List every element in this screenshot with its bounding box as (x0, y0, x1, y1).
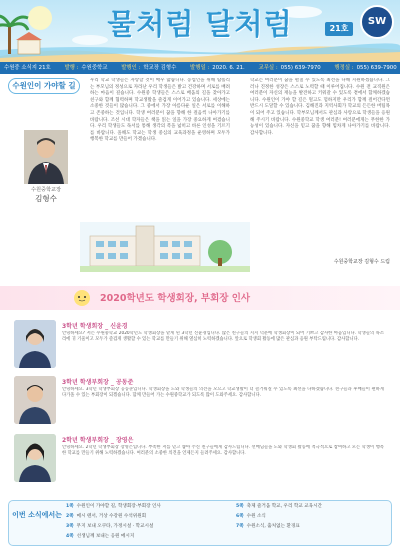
council-heading: 2020학년도 학생회장, 부회장 인사 (100, 293, 251, 304)
info-item: 교무실 : 055) 639-7970 (258, 65, 321, 71)
contents-item[interactable]: 4쪽 선생님께 보내는 응원 메시지 (66, 534, 135, 539)
student-message: 안녕하세요. 2학년 학생부회장 장영은입니다. 부족한 저를 믿고 뽑아 주신 친구들에게 감사드립니다. 선배님들을 도와 학생회 활동에 적극적으로 참여하고 모든 학생이 행복한 학교를 만들기 위해 노력하겠습니다. 여러분의 소중한 의견을 언제든지 들려주세요. 감사합니다. (62, 445, 384, 457)
info-item: 발행인 : 학교장 김형수 (121, 65, 177, 71)
contents-item[interactable]: 3쪽 무지 보내 오쿠타, 가정시설 · 학교시설 (66, 524, 154, 529)
student-photo (14, 320, 56, 368)
info-item: 발행일 : 2020. 6. 21. (190, 65, 245, 71)
school-emblem: SW (360, 5, 394, 39)
principal-message-col1: 우리 학교 학생들은 자랑할 것이 매우 많습니다. 농업인을 위해 땀흘리는 부모님의 정성으로 자라난 우리 학생들은 밝고 건강하며 서로를 배려하는 마음이 깊습니다. 수원중 학생들은 스스로 배움의 길을 찾아가고 친구와 함께 협력하며 학교생활을 즐겁게 이어가고 있습니다. 세상에는 소중한 것들이 많습니다. 그 중에서 가장 아름다운 일은 서로를 이해하고 존중하는 것입니다. 학생 여러분이 꿈을 향해 한 걸음씩 나아가기를 바랍니다. 조선 시대 학자들은 책을 읽는 일을 가장 중요하게 여겼습니다. 우리 학생들도 독서를 통해 생각의 폭을 넓히고 바른 인성을 기르기를 바랍니다. 올해도 학교는 학생 중심의 교육과정을 운영하며 모두가 행복한 학교를 만들어 가겠습니다. (90, 78, 230, 143)
principal-caption: 수원중학교장 (30, 187, 62, 193)
info-item: 수원중 소식지 21호 (4, 65, 51, 71)
student-role: 3학년 학생부회장 _ 공동준 (62, 379, 134, 386)
contents-item[interactable]: 6쪽 수원 소식 (236, 514, 266, 519)
student-photo (14, 434, 56, 482)
student-message: 안녕하세요? 저는 수원중학교 2020학년도 학생회장을 맡게 된 3학년 신윤경입니다. 많은 친구들의 지지 덕분에 학생회장이 되어 기쁘고 감사한 마음입니다. 학생들의 목소리에 귀 기울이고 모두가 즐겁게 생활할 수 있는 학교를 만들기 위해 열심히 노력하겠습니다. 앞으로 학생회 활동에 많은 관심과 응원 부탁드립니다. 감사합니다. (62, 331, 384, 343)
student-message: 안녕하세요. 3학년 학생부회장 공동준입니다. 학생회장을 도와 학생들의 의견을 모으고 학교생활이 더 즐거워질 수 있도록 최선을 다하겠습니다. 친구들과 후배들이 편하게 다가올 수 있는 부회장이 되겠습니다. 함께 만들어 가는 수원중학교가 되도록 많이 도와주세요. 감사합니다. (62, 387, 384, 399)
contents-title: 이번 소식에서는 (12, 511, 62, 519)
contents-item[interactable]: 7쪽 수원소식, 출처없는 환경표 (236, 524, 300, 529)
masthead-title: 물처럼 달처럼 (107, 7, 293, 41)
school-illustration (80, 222, 250, 272)
student-photo (14, 376, 56, 424)
student-role: 3학년 학생회장 _ 신윤경 (62, 323, 128, 330)
principal-message-col2: 학교는 여러분이 꿈을 펼칠 수 있도록 최선을 다해 지원하겠습니다. 그러나 진정한 성장은 스스로 노력할 때 이루어집니다. 수원 전 교직원은 여러분이 자신의 재능을 발견하고 키워갈 수 있도록 곁에서 함께하겠습니다. 수원인이 가야 할 길은 멀고도 험하지만 우리가 함께 걸어간다면 반드시 도달할 수 있습니다. 김해진과 지역사회가 학교의 든든한 버팀목이 되어 주고 있습니다. 학부모님께서도 관심과 사랑으로 학생들을 응원해 주시기 바랍니다. 수원중학교 학생 여러분! 여러분에게는 무한한 가능성이 있습니다. 자신을 믿고 꿈을 향해 힘차게 나아가기를 바랍니다. 감사합니다. (250, 78, 390, 136)
issue-badge: 21호 (325, 22, 353, 36)
info-item: 발행 : 수원중학교 (64, 65, 108, 71)
principal-signature: 수원중학교장 김형수 드림 (333, 259, 390, 265)
info-bar (0, 62, 400, 74)
contents-item[interactable]: 2쪽 메시 텐서, 거상 수강원 수석위원회 (66, 514, 147, 519)
principal-name: 김형수 (35, 194, 57, 203)
student-role: 2학년 학생부회장 _ 장영은 (62, 437, 134, 444)
contents-item[interactable]: 1쪽 수원인이 가야할 길, 학생회장·부회장 인사 (66, 504, 161, 509)
contents-item[interactable]: 5쪽 축제 즐거움 학교, 우리 학교 교육시간 (236, 504, 322, 509)
info-item: 행정실 : 055) 639-7900 (334, 65, 397, 71)
principal-photo (24, 130, 68, 184)
section-label: 수원인이 가야할 길 (8, 78, 80, 94)
